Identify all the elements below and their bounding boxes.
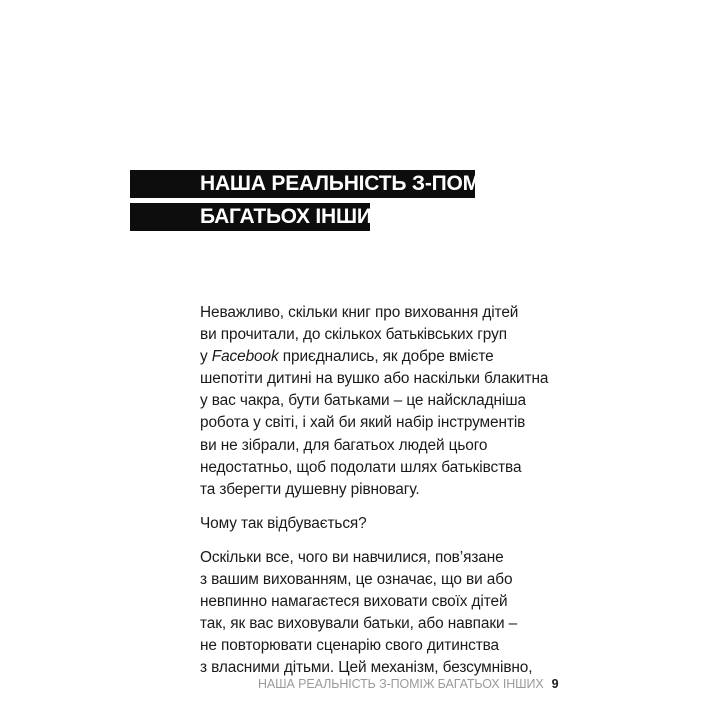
page-footer: [258, 677, 559, 691]
text-line: недостатньо, щоб подолати шлях батьківства: [200, 458, 522, 476]
emphasis-facebook: Facebook: [211, 348, 279, 366]
text-line: ви прочитали, до скількох батьківських груп: [200, 326, 507, 344]
text-line: так, як вас виховували батьки, або навпаки –: [200, 615, 518, 633]
text-line: з власними дітьми. Цей механізм, безсумнівно,: [200, 659, 533, 677]
page-number: 9: [551, 677, 559, 691]
text-line: у вас чакра, бути батьками – це найскладніша: [200, 392, 526, 410]
text-span: у: [200, 348, 212, 366]
text-line: шепотіти дитині на вушко або наскільки блакитна: [200, 370, 549, 388]
text-line: з вашим вихованням, це означає, що ви або: [200, 571, 513, 589]
text-line: невпинно намагаєтеся виховати своїх дітей: [200, 593, 508, 611]
paragraph-1: [200, 302, 549, 501]
text-span: приєднались, як добре вмієте: [278, 348, 494, 366]
chapter-title-line-2: БАГАТЬОХ ІНШИХ: [130, 203, 370, 231]
text-line: Оскільки все, чого ви навчилися, пов’язане: [200, 548, 504, 566]
body-text: [200, 302, 549, 680]
text-line: Неважливо, скільки книг про виховання дітей: [200, 304, 519, 321]
running-head: НАША РЕАЛЬНІСТЬ З-ПОМІЖ БАГАТЬОХ ІНШИХ: [258, 677, 544, 691]
text-line: ви не зібрали, для багатьох людей цього: [200, 436, 488, 454]
text-line: робота у світі, і хай би який набір інструментів: [200, 414, 526, 432]
chapter-title-line-1: НАША РЕАЛЬНІСТЬ З-ПОМІЖ: [130, 170, 475, 198]
text-line: [200, 346, 540, 368]
paragraph-2: Чому так відбувається?: [200, 514, 367, 532]
text-line: та зберегти душевну рівновагу.: [200, 480, 420, 498]
text-line: не повторювати сценарію свого дитинства: [200, 637, 500, 655]
paragraph-3: [200, 547, 540, 680]
